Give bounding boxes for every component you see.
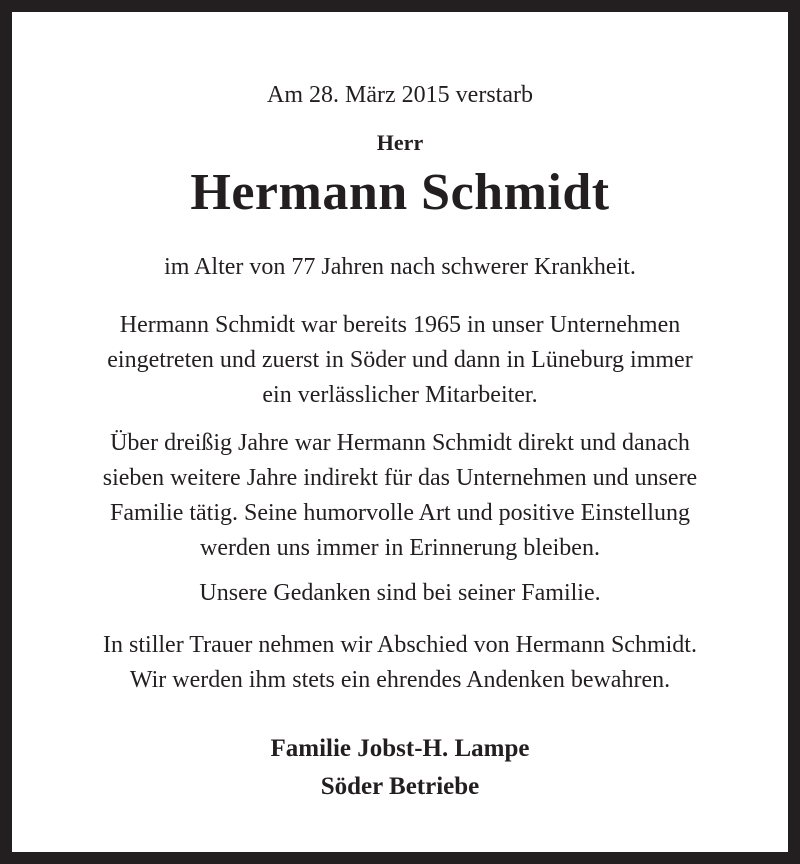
paragraph-line: Wir werden ihm stets ein ehrendes Andenken bewahren. [129,667,671,693]
signature-family: Familie Jobst-H. Lampe [270,735,530,762]
paragraph-line: ein verlässlicher Mitarbeiter. [262,382,538,408]
deceased-name: Hermann Schmidt [190,164,610,221]
paragraph-line: sieben weitere Jahre indirekt für das Unternehmen und unsere [102,465,698,491]
paragraph-career [24,308,776,413]
paragraph-line: In stiller Trauer nehmen wir Abschied von Hermann Schmidt. [103,632,697,658]
paragraph-line: eingetreten und zuerst in Söder und dann in Lüneburg immer [107,347,693,373]
obituary-content [24,12,776,852]
paragraph-line: Über dreißig Jahre war Hermann Schmidt direkt und danach [110,430,690,456]
paragraph-line: werden uns immer in Erinnerung bleiben. [200,535,600,561]
intro-line: Am 28. März 2015 verstarb [267,82,533,108]
paragraph-line: Familie tätig. Seine humorvolle Art und positive Einstellung [110,500,690,526]
signature-block [24,730,776,806]
paragraph-tribute [24,426,776,566]
signature-company: Söder Betriebe [320,773,480,800]
age-line: im Alter von 77 Jahren nach schwerer Krankheit. [164,254,636,280]
paragraph-line: Hermann Schmidt war bereits 1965 in unser Unternehmen [119,312,681,338]
paragraph-farewell [24,628,776,698]
paragraph-line: Unsere Gedanken sind bei seiner Familie. [199,580,601,606]
paragraph-thoughts [24,576,776,611]
salutation: Herr [376,130,424,155]
